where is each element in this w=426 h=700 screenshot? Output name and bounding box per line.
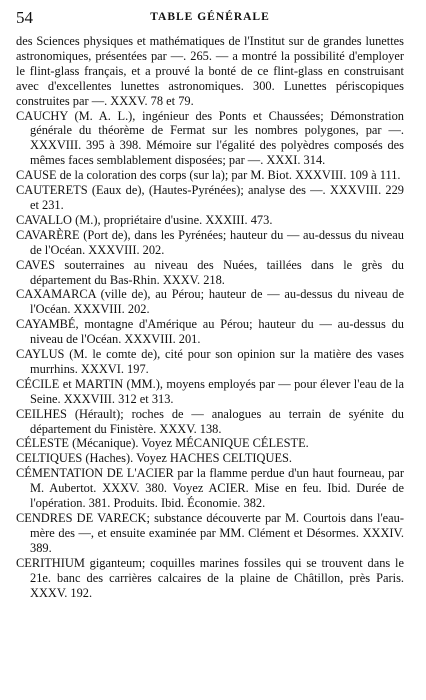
index-entry-cementation: CÉMENTATION DE L'ACIER par la flamme perdue d'un haut fourneau, par M. Aubertot. XXXV. 380. Voyez ACIER. Mise en feu. Ibid. Durée de l'opération. 381. Produits. Ibid. Économie. 382.	[16, 466, 404, 511]
index-entry-caxamarca: CAXAMARCA (ville de), au Pérou; hauteur de — au-dessus du niveau de l'Océan. XXXVIII. 202.	[16, 287, 404, 317]
index-entry-cayambe: CAYAMBÉ, montagne d'Amérique au Pérou; hauteur du — au-dessus du niveau de l'Océan. XXXVIII. 201.	[16, 317, 404, 347]
index-entry-cendres: CENDRES DE VARECK; substance découverte par M. Courtois dans l'eau-mère des —, et ensuite examinée par MM. Clément et Désormes. XXXIV. 389.	[16, 511, 404, 555]
running-title: TABLE GÉNÉRALE	[150, 11, 270, 23]
index-entry-celtiques: CELTIQUES (Haches). Voyez HACHES CELTIQUES.	[16, 451, 293, 466]
index-entry-caylus: CAYLUS (M. le comte de), cité pour son opinion sur la matière des vases murrhins. XXXVI. 197.	[16, 347, 404, 376]
index-entry-cauchy: CAUCHY (M. A. L.), ingénieur des Ponts et Chaussées; Démonstration générale du théorème de Fermat sur les nombres polygones, par —. XXXVIII. 395 à 398. Mémoire sur l'égalité des polyèdres composés des mêmes faces semblablement disposées; par —. XXXI. 314.	[16, 108, 404, 168]
index-entry-cavallo: CAVALLO (M.), propriétaire d'usine. XXXIII. 473.	[16, 212, 273, 227]
index-entry-cauterets: CAUTERETS (Eaux de), (Hautes-Pyrénées); analyse des —. XXXVIII. 229 et 231.	[16, 183, 404, 212]
page-number: 54	[16, 8, 33, 27]
page-header	[16, 8, 404, 36]
index-entry-cavarere: CAVARÈRE (Port de), dans les Pyrénées; hauteur du — au-dessus du niveau de l'Océan. XXXVIII. 202.	[16, 227, 404, 257]
index-entry-celeste: CÉLESTE (Mécanique). Voyez MÉCANIQUE CÉLESTE.	[16, 436, 309, 451]
index-entry-caves: CAVES souterraines au niveau des Nuées, taillées dans le grès du département du Bas-Rhin. XXXV. 218.	[16, 257, 404, 287]
index-entry-cerithium: CERITHIUM giganteum; coquilles marines fossiles qui se trouvent dans le 21e. banc des carrières calcaires de la plaine de Châtillon, près Paris. XXXV. 192.	[16, 555, 404, 600]
index-entry-cause: CAUSE de la coloration des corps (sur la); par M. Biot. XXXVIII. 109 à 111.	[16, 168, 401, 183]
index-entry-continuation: des Sciences physiques et mathématiques de l'Institut sur de grandes lunettes astronomiques, présentées par —. 265. — a montré la possibilité d'employer le flint-glass français, et a prouvé la bonté de ce flint-glass en construisant avec d'excellentes lunettes astronomiques. 300. Lunettes périscopiques construites par —. XXXV. 78 et 79.	[16, 34, 404, 108]
index-entries	[16, 34, 404, 600]
index-entry-ceilhes: CEILHES (Hérault); roches de — analogues au terrain de syénite du département du Finistère. XXXV. 138.	[16, 406, 404, 436]
index-entry-cecile-martin: CÉCILE et MARTIN (MM.), moyens employés par — pour élever l'eau de la Seine. XXXVIII. 312 et 313.	[16, 376, 404, 406]
